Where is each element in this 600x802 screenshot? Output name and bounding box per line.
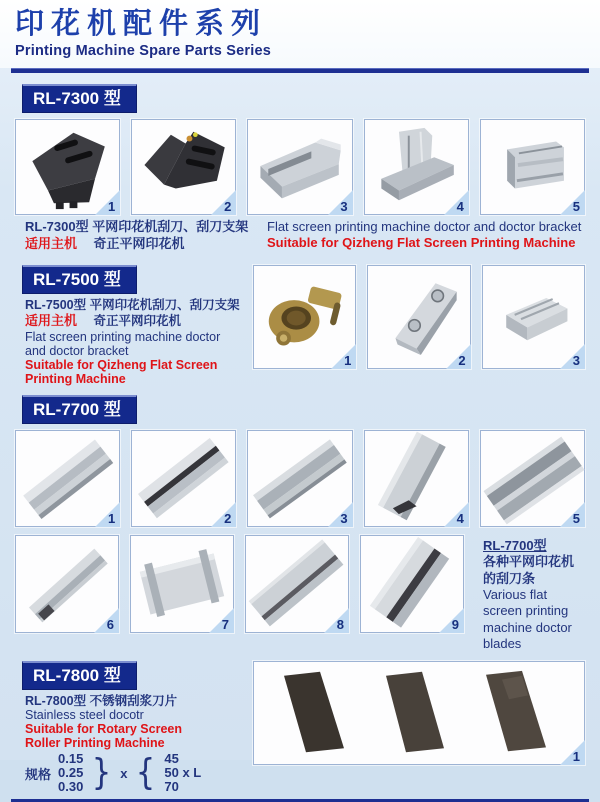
caption-en-red: Suitable for Qizheng Flat Screen Printing Machine xyxy=(267,234,576,250)
spec-thickness: 0.30 xyxy=(58,779,84,795)
caption-en-line1: Flat screen printing machine doctor xyxy=(25,329,221,344)
caption-cn-value: 奇正平网印花机 xyxy=(93,235,185,251)
section-badge-rl7800: RL-7800 型 xyxy=(22,661,137,690)
photo-number: 2 xyxy=(224,510,232,526)
photo-number: 4 xyxy=(456,199,464,214)
product-photo-rl7300-2 xyxy=(131,119,236,215)
product-photo-rl7700-5 xyxy=(480,430,585,527)
rl7800-description xyxy=(22,694,253,793)
photo-number: 1 xyxy=(107,510,116,526)
photo-number: 3 xyxy=(340,510,348,526)
caption-rl7300 xyxy=(25,219,585,253)
caption-cn-line: RL-7800型 不锈钢刮浆刀片 xyxy=(25,694,178,709)
spec-width: 45 xyxy=(164,751,179,767)
caption-cn-line: RL-7500型 平网印花机刮刀、刮刀支架 xyxy=(25,297,240,312)
product-photo-rl7300-1 xyxy=(15,119,120,215)
photo-number: 3 xyxy=(572,352,580,368)
section-badge-rl7500: RL-7500 型 xyxy=(22,265,137,294)
section-badge-rl7700: RL-7700 型 xyxy=(22,395,137,424)
spec-width-list xyxy=(164,752,201,793)
photo-number: 1 xyxy=(344,352,352,368)
caption-cn-value: 奇正平网印花机 xyxy=(93,313,181,328)
photo-number: 3 xyxy=(340,199,348,214)
caption-cn-label: 适用主机 xyxy=(25,312,78,328)
product-photo-rl7700-4 xyxy=(364,430,469,527)
caption-rl7300-en xyxy=(267,219,585,253)
section-rl7500 xyxy=(15,265,585,386)
spec-width: 70 xyxy=(164,779,179,795)
product-photo-rl7700-6 xyxy=(15,535,119,633)
footer-divider xyxy=(11,799,589,802)
rl7500-description xyxy=(22,298,253,386)
rl7800-text-column xyxy=(15,661,253,793)
product-photo-rl7700-3 xyxy=(247,430,352,527)
section-badge-rl7300: RL-7300 型 xyxy=(22,84,137,113)
caption-en-line: Stainless steel docotr xyxy=(25,708,144,723)
product-photo-rl7800-1 xyxy=(253,661,585,765)
section-rl7700-header xyxy=(0,395,600,424)
page-title-en: Printing Machine Spare Parts Series xyxy=(15,43,272,59)
spec-width: 50 x L xyxy=(164,765,202,781)
side-note-en1: Various flat xyxy=(483,586,548,602)
page-title-cn: 印花机配件系列 xyxy=(15,8,268,40)
side-note-cn2: 的刮刀条 xyxy=(483,570,536,586)
spec-thickness: 0.25 xyxy=(58,765,84,781)
photo-number: 6 xyxy=(106,616,114,632)
photo-number: 2 xyxy=(224,199,232,214)
photo-number: 9 xyxy=(451,616,459,632)
caption-rl7300-cn xyxy=(25,219,257,253)
product-photo-rl7700-9 xyxy=(360,535,464,633)
product-photo-rl7700-7 xyxy=(130,535,234,633)
caption-en-line2: and doctor bracket xyxy=(25,343,129,358)
steel-blades-art xyxy=(254,662,584,764)
photo-number: 5 xyxy=(572,510,581,526)
side-note-title: RL-7700型 xyxy=(483,537,547,553)
caption-red-line2: Roller Printing Machine xyxy=(25,736,165,751)
product-row-rl7700-a xyxy=(15,430,585,527)
brace-close-glyph: } xyxy=(92,751,112,793)
product-photo-rl7500-3 xyxy=(482,265,585,369)
side-note-cn1: 各种平网印花机 xyxy=(483,554,575,570)
spec-row xyxy=(25,752,253,793)
photo-number: 7 xyxy=(221,616,229,632)
section-rl7300-header xyxy=(0,84,600,113)
photo-number: 4 xyxy=(456,510,464,526)
product-photo-rl7500-2 xyxy=(367,265,470,369)
product-photo-rl7300-3 xyxy=(247,119,352,215)
caption-red-line1: Suitable for Qizheng Flat Screen xyxy=(25,357,218,372)
photo-number: 2 xyxy=(458,352,466,368)
caption-red-line2: Printing Machine xyxy=(25,371,126,386)
spec-thickness-list xyxy=(58,752,83,793)
product-photo-rl7700-2 xyxy=(131,430,236,527)
spec-label: 规格 xyxy=(25,766,52,782)
photo-number: 8 xyxy=(336,616,344,632)
caption-cn-line: RL-7300型 平网印花机刮刀、刮刀支架 xyxy=(25,219,249,234)
side-note-en2: screen printing xyxy=(483,603,569,619)
product-row-rl7500 xyxy=(253,265,585,386)
spec-thickness: 0.15 xyxy=(58,751,84,767)
rl7500-text-column xyxy=(15,265,253,386)
photo-number: 1 xyxy=(572,749,580,765)
rl7700-side-note xyxy=(475,535,585,653)
header-divider xyxy=(11,68,589,73)
product-row-rl7300 xyxy=(15,119,585,215)
photo-number: 1 xyxy=(107,199,116,214)
page-header xyxy=(0,0,600,68)
brace-open-glyph: { xyxy=(136,751,156,793)
product-photo-rl7500-1 xyxy=(253,265,356,369)
product-row-rl7800 xyxy=(253,661,585,793)
caption-en-line: Flat screen printing machine doctor and doctor bracket xyxy=(267,219,582,234)
side-note-en3: machine doctor xyxy=(483,619,572,635)
caption-cn-label: 适用主机 xyxy=(25,235,78,251)
spec-times: x xyxy=(120,765,128,781)
side-note-en4: blades xyxy=(483,636,522,652)
product-photo-rl7700-8 xyxy=(245,535,349,633)
section-rl7800 xyxy=(15,661,585,793)
product-photo-rl7300-4 xyxy=(364,119,469,215)
photo-number: 5 xyxy=(572,199,581,214)
product-row-rl7700-b xyxy=(15,535,585,653)
product-photo-rl7700-1 xyxy=(15,430,120,527)
product-photo-rl7300-5 xyxy=(480,119,585,215)
caption-red-line1: Suitable for Rotary Screen xyxy=(25,722,182,737)
